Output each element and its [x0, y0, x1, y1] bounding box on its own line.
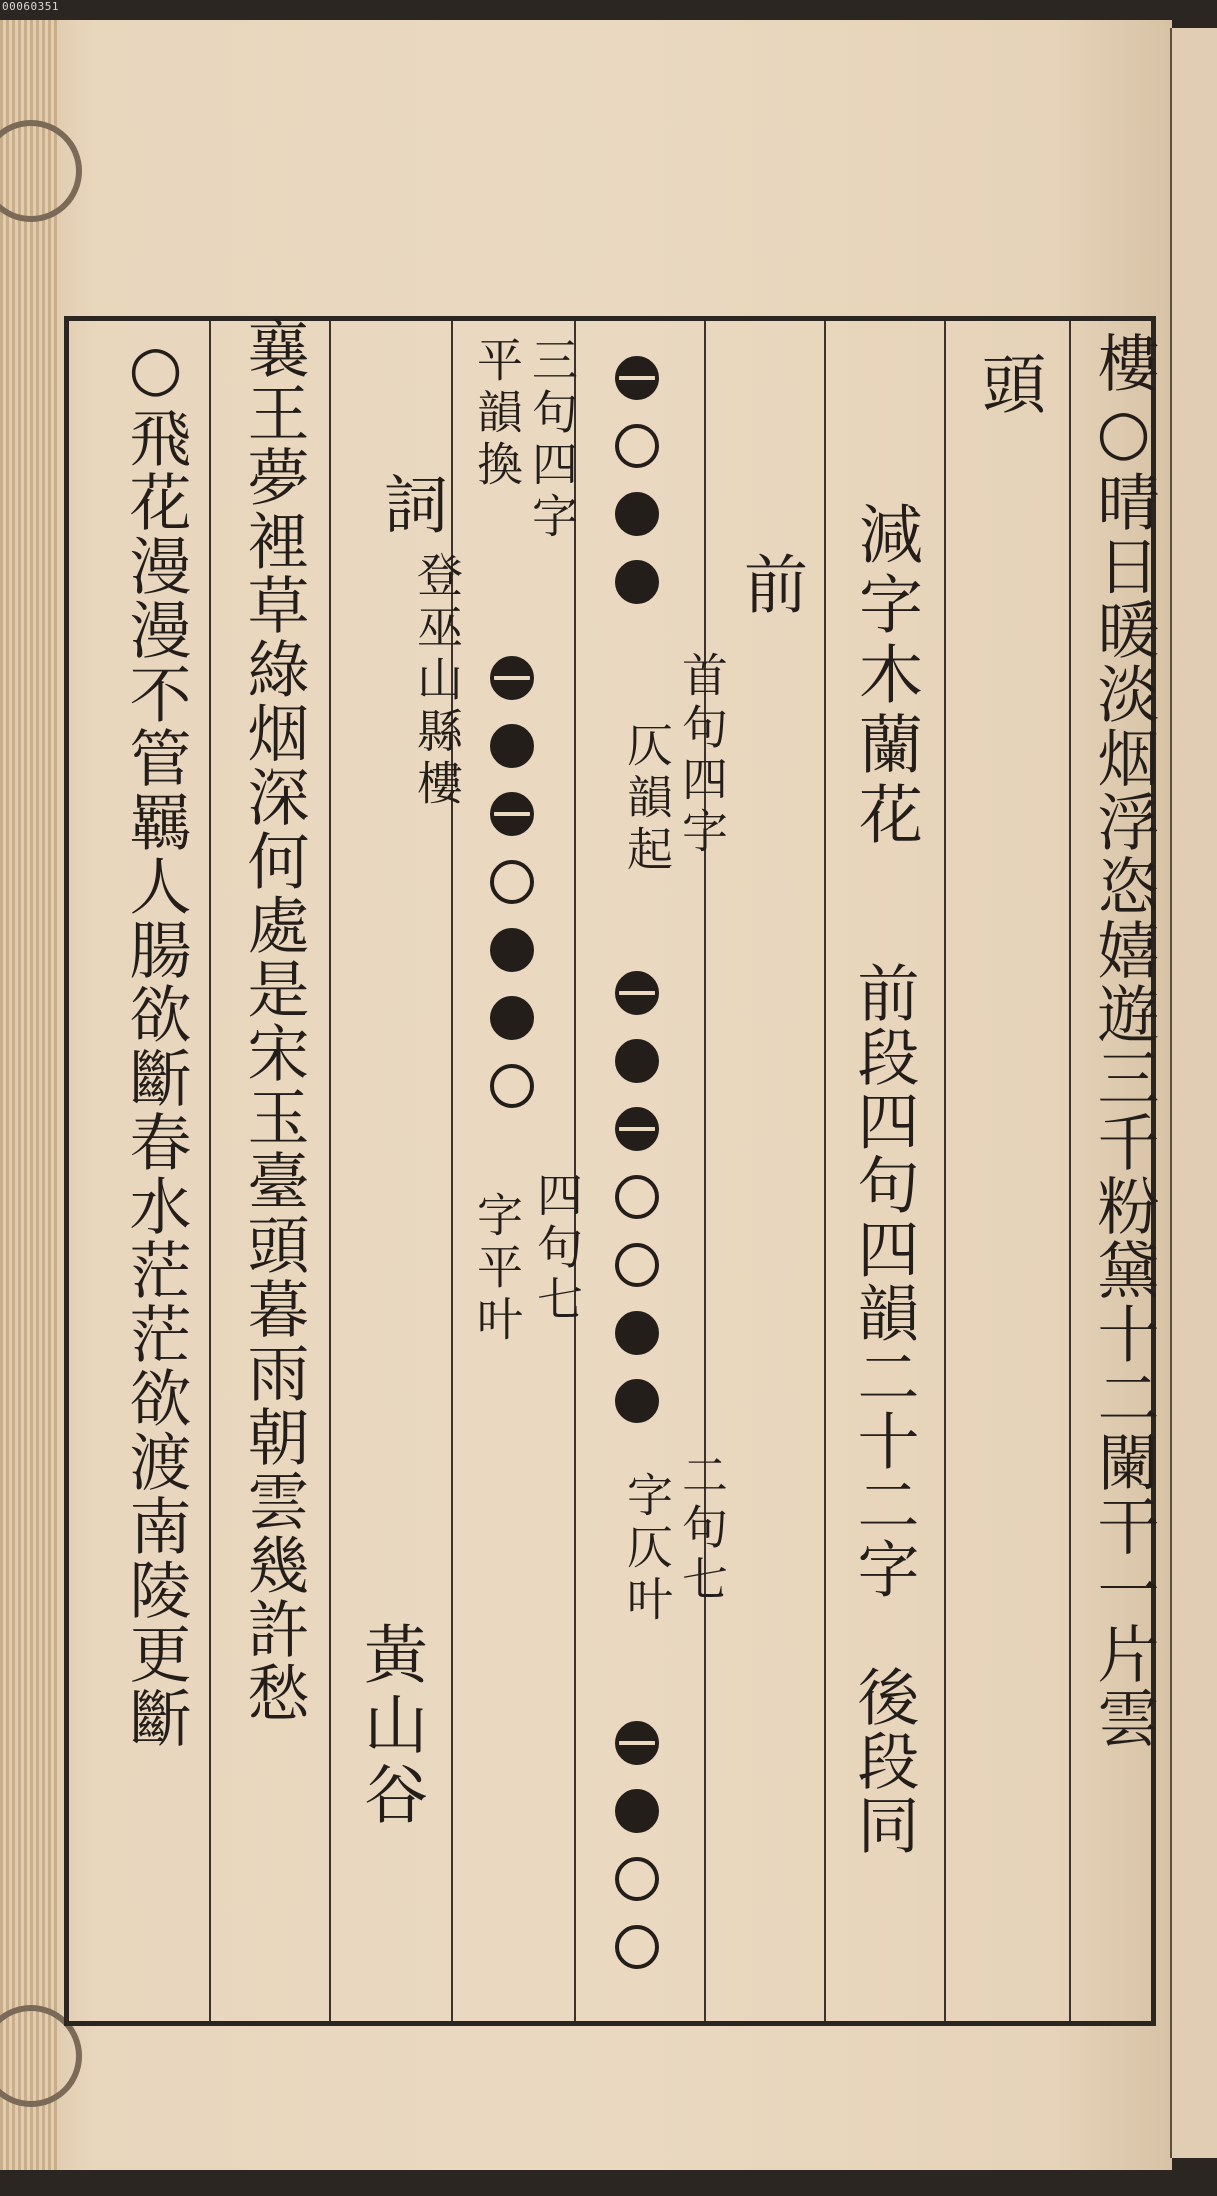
tone-notation-col5-bottom	[609, 971, 665, 1423]
oblique-tone-mark	[490, 996, 534, 1040]
column-rule	[704, 321, 706, 2021]
column-rule	[329, 321, 331, 2021]
oblique-tone-mark	[615, 1789, 659, 1833]
note-line-3-b: 平韻換	[470, 336, 524, 492]
note-line-2-b: 字仄叶	[620, 1471, 674, 1627]
level-tone-mark	[615, 1243, 659, 1287]
column-rule	[1069, 321, 1071, 2021]
tone-notation-col6	[484, 656, 540, 1108]
level-tone-mark	[615, 1857, 659, 1901]
poem-subtitle: 登巫山縣樓	[410, 551, 464, 811]
oblique-tone-mark	[615, 492, 659, 536]
note-line-1-a: 首句四字	[675, 651, 729, 859]
tone-notation-col5-end	[609, 1721, 665, 1969]
poem-author: 黃山谷	[353, 1621, 427, 1831]
note-line-4-b: 字平叶	[470, 1191, 524, 1347]
text-column-2: 頭	[971, 351, 1045, 419]
text-frame	[64, 316, 1160, 2026]
tune-structure: 前段四句四韻二十二字 後段同	[847, 961, 920, 1857]
note-line-4-a: 四句七	[530, 1171, 584, 1327]
oblique-tone-mark	[615, 1379, 659, 1423]
half-tone-mark	[615, 1721, 659, 1765]
section-label-front: 前	[733, 551, 807, 619]
half-tone-mark	[615, 1107, 659, 1151]
column-rule	[209, 321, 211, 2021]
tone-notation-col5-top	[609, 356, 665, 604]
next-page-edge	[1170, 28, 1217, 2158]
poem-label: 詞	[373, 471, 447, 539]
note-line-1-b: 仄韻起	[620, 721, 674, 877]
poem-line-2: ○飛花漫漫不管羈人腸欲斷春水茫茫欲渡南陵更斷	[119, 331, 192, 1750]
level-tone-mark	[615, 1925, 659, 1969]
oblique-tone-mark	[615, 1039, 659, 1083]
half-tone-mark	[490, 656, 534, 700]
oblique-tone-mark	[615, 560, 659, 604]
text-column-1: 樓○晴日暖淡烟浮恣嬉遊三千粉黛十二闌干一片雲	[1087, 331, 1160, 1750]
level-tone-mark	[615, 1175, 659, 1219]
oblique-tone-mark	[490, 928, 534, 972]
tune-title: 減字木蘭花	[848, 501, 922, 851]
oblique-tone-mark	[490, 724, 534, 768]
half-tone-mark	[615, 356, 659, 400]
note-line-3-a: 三句四字	[525, 336, 579, 544]
level-tone-mark	[490, 860, 534, 904]
column-rule	[944, 321, 946, 2021]
column-rule	[824, 321, 826, 2021]
level-tone-mark	[490, 1064, 534, 1108]
poem-line-1: 襄王夢裡草綠烟深何處是宋玉臺頭暮雨朝雲幾許愁	[237, 317, 310, 1725]
half-tone-mark	[490, 792, 534, 836]
half-tone-mark	[615, 971, 659, 1015]
oblique-tone-mark	[615, 1311, 659, 1355]
scan-id-label: 00060351	[2, 0, 59, 13]
note-line-2-a: 二句七	[675, 1451, 729, 1607]
level-tone-mark	[615, 424, 659, 468]
page-edge	[0, 20, 60, 2170]
